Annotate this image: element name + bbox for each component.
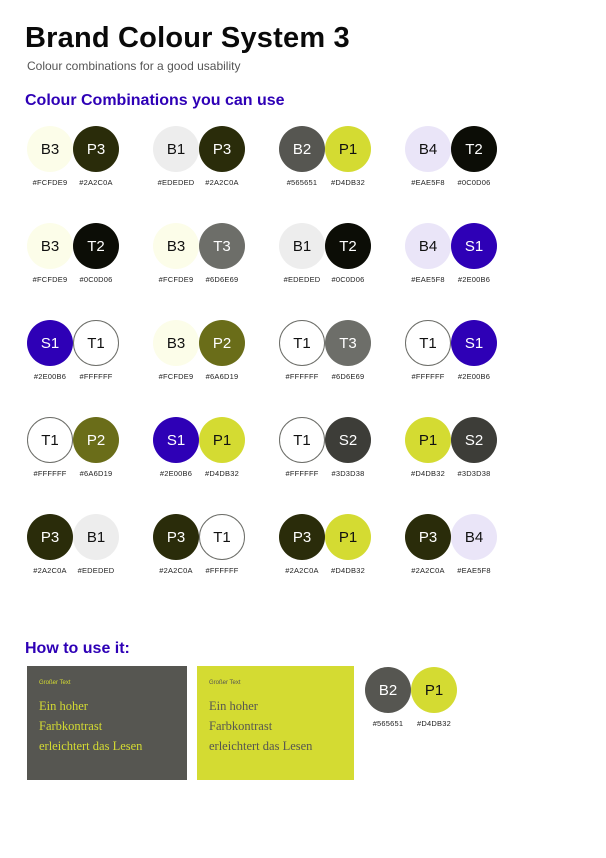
hex-code: #3D3D38: [457, 469, 491, 478]
hex-code: #2A2C0A: [205, 178, 239, 187]
hex-code: #FFFFFF: [411, 372, 445, 381]
color-combination: [403, 223, 529, 320]
color-combination: [151, 223, 277, 320]
color-combination: [151, 320, 277, 417]
example-card-lime: [197, 666, 354, 780]
color-swatch-p1: P1: [199, 417, 245, 463]
hex-code: #EDEDED: [283, 275, 321, 284]
color-swatch-t3: T3: [325, 320, 371, 366]
hex-code: #FCFDE9: [32, 275, 68, 284]
color-swatch-t1: T1: [73, 320, 119, 366]
example-card-label: Großer Text: [39, 680, 71, 686]
color-swatch-t2: T2: [73, 223, 119, 269]
color-swatch-b3: B3: [27, 223, 73, 269]
color-combination: [151, 126, 277, 223]
color-swatch-t1: T1: [279, 320, 325, 366]
hex-code: #6A6D19: [79, 469, 113, 478]
color-swatch-b3: B3: [153, 223, 199, 269]
hex-code: #0C0D06: [79, 275, 113, 284]
color-swatch-t1: T1: [27, 417, 73, 463]
howto-heading: How to use it:: [25, 640, 130, 657]
color-swatch-p1: P1: [405, 417, 451, 463]
hex-code: #D4DB32: [417, 719, 451, 728]
color-swatch-b1: B1: [279, 223, 325, 269]
color-combination: [25, 223, 151, 320]
color-combination: [277, 514, 403, 611]
hex-code: #2E00B6: [457, 372, 491, 381]
hex-code: #FFFFFF: [285, 372, 319, 381]
color-swatch-p3: P3: [279, 514, 325, 560]
combinations-heading: Colour Combinations you can use: [25, 92, 285, 109]
hex-code: #2A2C0A: [79, 178, 113, 187]
hex-code: #EAE5F8: [457, 566, 491, 575]
hex-code: #EAE5F8: [411, 178, 445, 187]
example-card-line: Ein hoher: [39, 699, 88, 713]
color-swatch-s1: S1: [27, 320, 73, 366]
example-card-line: Farbkontrast: [39, 719, 103, 733]
example-card-dark: [27, 666, 187, 780]
example-card-text: [39, 696, 175, 756]
color-combination: [403, 514, 529, 611]
color-combination: [403, 126, 529, 223]
color-swatch-b3: B3: [27, 126, 73, 172]
color-swatch-p3: P3: [73, 126, 119, 172]
color-swatch-t2: T2: [325, 223, 371, 269]
color-swatch-s1: S1: [451, 223, 497, 269]
color-swatch-t1: T1: [405, 320, 451, 366]
hex-code: #FFFFFF: [285, 469, 319, 478]
hex-code: #D4DB32: [411, 469, 445, 478]
example-card-text: [209, 696, 342, 756]
hex-code: #FCFDE9: [158, 372, 194, 381]
example-card-line: erleichtert das Lesen: [39, 739, 143, 753]
color-combination: [25, 417, 151, 514]
color-swatch-b4: B4: [405, 223, 451, 269]
color-swatch-p1: P1: [325, 126, 371, 172]
combinations-grid: [25, 126, 525, 586]
color-combination: [277, 417, 403, 514]
color-swatch-s2: S2: [451, 417, 497, 463]
color-swatch-t2: T2: [451, 126, 497, 172]
color-combination: [151, 514, 277, 611]
hex-code: #FFFFFF: [33, 469, 67, 478]
color-swatch-p3: P3: [405, 514, 451, 560]
color-swatch-b4: B4: [405, 126, 451, 172]
color-swatch-b1: B1: [73, 514, 119, 560]
hex-code: #FCFDE9: [32, 178, 68, 187]
hex-code: #EDEDED: [77, 566, 115, 575]
color-swatch-s1: S1: [451, 320, 497, 366]
hex-code: #2A2C0A: [33, 566, 67, 575]
color-combination: [403, 417, 529, 514]
example-card-line: Ein hoher: [209, 699, 258, 713]
example-card-label: Großer Text: [209, 680, 241, 686]
hex-code: #0C0D06: [457, 178, 491, 187]
color-combination: [25, 126, 151, 223]
hex-code: #FFFFFF: [205, 566, 239, 575]
hex-code: #6A6D19: [205, 372, 239, 381]
color-combination: [25, 320, 151, 417]
hex-code: #FCFDE9: [158, 275, 194, 284]
color-swatch-t3: T3: [199, 223, 245, 269]
hex-code: #6D6E69: [331, 372, 365, 381]
page-subtitle: Colour combinations for a good usability: [27, 59, 241, 73]
hex-code: #2A2C0A: [411, 566, 445, 575]
example-card-line: erleichtert das Lesen: [209, 739, 313, 753]
color-swatch-p3: P3: [27, 514, 73, 560]
hex-code: #D4DB32: [205, 469, 239, 478]
hex-code: #565651: [372, 719, 404, 728]
color-swatch-p3: P3: [153, 514, 199, 560]
color-swatch-p1: P1: [411, 667, 457, 713]
hex-code: #2A2C0A: [285, 566, 319, 575]
color-swatch-p2: P2: [73, 417, 119, 463]
color-swatch-s1: S1: [153, 417, 199, 463]
hex-code: #2E00B6: [33, 372, 67, 381]
color-combination: [403, 320, 529, 417]
color-combination: [277, 223, 403, 320]
color-swatch-p3: P3: [199, 126, 245, 172]
hex-code: #565651: [286, 178, 318, 187]
hex-code: #6D6E69: [205, 275, 239, 284]
color-swatch-p1: P1: [325, 514, 371, 560]
hex-code: #D4DB32: [331, 566, 365, 575]
color-swatch-t1: T1: [279, 417, 325, 463]
howto-color-pair: [363, 667, 463, 733]
color-combination: [151, 417, 277, 514]
hex-code: #FFFFFF: [79, 372, 113, 381]
color-combination: [277, 126, 403, 223]
color-combination: [25, 514, 151, 611]
example-card-line: Farbkontrast: [209, 719, 273, 733]
color-combination: [277, 320, 403, 417]
hex-code: #0C0D06: [331, 275, 365, 284]
hex-code: #2E00B6: [159, 469, 193, 478]
hex-code: #2A2C0A: [159, 566, 193, 575]
hex-code: #EAE5F8: [411, 275, 445, 284]
color-swatch-b3: B3: [153, 320, 199, 366]
color-swatch-s2: S2: [325, 417, 371, 463]
color-swatch-t1: T1: [199, 514, 245, 560]
color-swatch-b1: B1: [153, 126, 199, 172]
page-title: Brand Colour System 3: [25, 22, 350, 54]
color-swatch-p2: P2: [199, 320, 245, 366]
hex-code: #EDEDED: [157, 178, 195, 187]
color-swatch-b2: B2: [279, 126, 325, 172]
hex-code: #3D3D38: [331, 469, 365, 478]
color-swatch-b4: B4: [451, 514, 497, 560]
hex-code: #2E00B6: [457, 275, 491, 284]
hex-code: #D4DB32: [331, 178, 365, 187]
color-swatch-b2: B2: [365, 667, 411, 713]
